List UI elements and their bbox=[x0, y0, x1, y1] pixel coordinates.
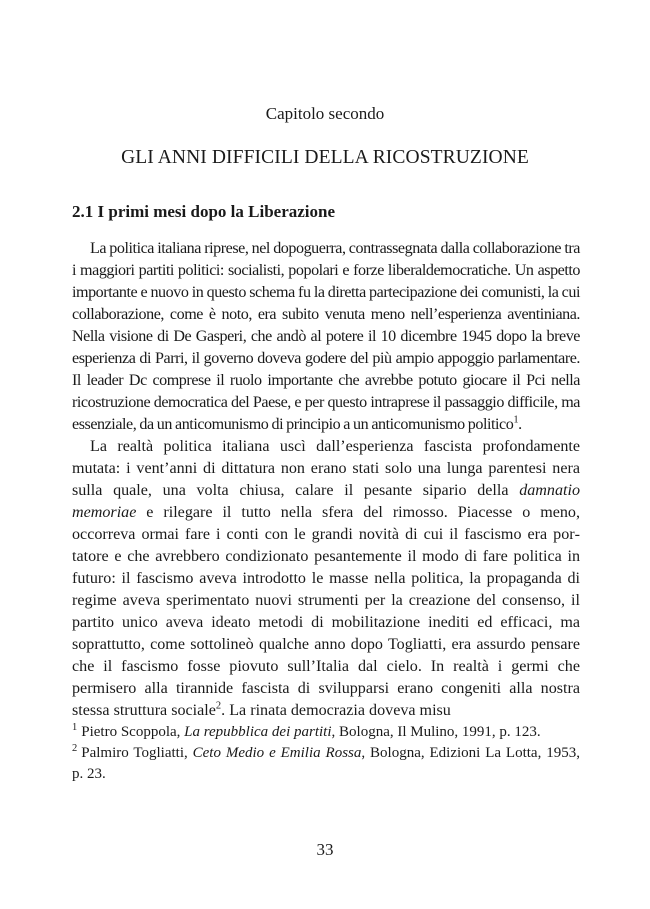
paragraph-text: . La rinata democrazia doveva misu bbox=[221, 702, 451, 719]
footnote-text: Palmiro Togliatti, bbox=[81, 745, 193, 761]
paragraph-text: e rilegare il tutto nella sfera del rimosso. Piacesse o meno, occorreva ormai fare i conti con le grandi novità di cui il fascismo era portatore e che avrebbero condizionato pesantemente il modo di fare politica in futuro: il fascismo aveva introdotto le masse nella politica, la propaganda di regime aveva sperimentato nuovi strumenti per la creazione del consenso, il partito unico aveva ideato metodi di mobilitazione inediti ed efficaci, ma soprattutto, come sottolineò qualche anno dopo Togliatti, era assurdo pensare che il fascismo fosse piovuto sull’Italia dal cielo. In realtà i germi che permisero alla tirannide fascista di svilupparsi erano congeniti alla nostra stessa struttura sociale bbox=[72, 504, 580, 719]
footnote-reference[interactable]: 2 bbox=[215, 700, 222, 712]
footnote-number: 1 bbox=[72, 722, 78, 733]
footnote-text: , Bologna, Edizioni La Lotta, 1953, p. 23. bbox=[72, 745, 580, 782]
paragraph bbox=[72, 238, 580, 436]
footnote-text: Pietro Scoppola, bbox=[81, 724, 185, 740]
paragraph-text: . bbox=[518, 416, 522, 433]
chapter-label: Capitolo secondo bbox=[265, 104, 385, 123]
section-heading: 2.1 I primi mesi dopo la Liberazione bbox=[72, 202, 336, 221]
body-text bbox=[72, 238, 580, 722]
footnotes bbox=[72, 722, 580, 785]
chapter-title: GLI ANNI DIFFICILI DELLA RICOSTRUZIONE bbox=[121, 147, 529, 168]
footnote-reference[interactable]: 1 bbox=[513, 414, 519, 426]
paragraph-text: La realtà politica italiana uscì dall’esperienza fascista profondamente mutata: i vent’anni di dittatura non erano stati solo una lunga parentesi nera sulla quale, una volta chiusa, calare il pesante sipario della bbox=[72, 438, 580, 499]
page-number: 33 bbox=[316, 840, 334, 859]
footnote-title: La repubblica dei partiti bbox=[184, 724, 332, 740]
footnote-number: 2 bbox=[72, 743, 78, 754]
footnote-text: , Bologna, Il Mulino, 1991, p. 123. bbox=[331, 724, 541, 740]
footnote-title: Ceto Medio e Emilia Rossa bbox=[192, 745, 362, 761]
emphasis-text: damnatio memoriae bbox=[72, 482, 580, 521]
paragraph bbox=[72, 436, 580, 722]
paragraph-text: La politica italiana riprese, nel dopoguerra, contrassegnata dalla collaborazione tra i maggiori partiti politici: socialisti, popolari e forze liberaldemocratiche. Un aspetto importante e nuovo in questo schema fu la diretta partecipazione dei comunisti, la cui collaborazione, come è noto, era subito venuta meno nell’esperienza aventiniana. Nella visione di De Gasperi, che andò al potere il 10 dicembre 1945 dopo la breve esperienza di Parri, il governo doveva godere del più ampio appoggio parlamentare. Il leader Dc comprese il ruolo importante che avrebbe potuto giocare il Pci nella ricostruzione democratica del Paese, e per questo intraprese il passaggio difficile, ma essenziale, da un anticomunismo di principio a un anticomunismo politico bbox=[72, 240, 580, 433]
footnote bbox=[72, 743, 580, 785]
footnote bbox=[72, 722, 580, 743]
